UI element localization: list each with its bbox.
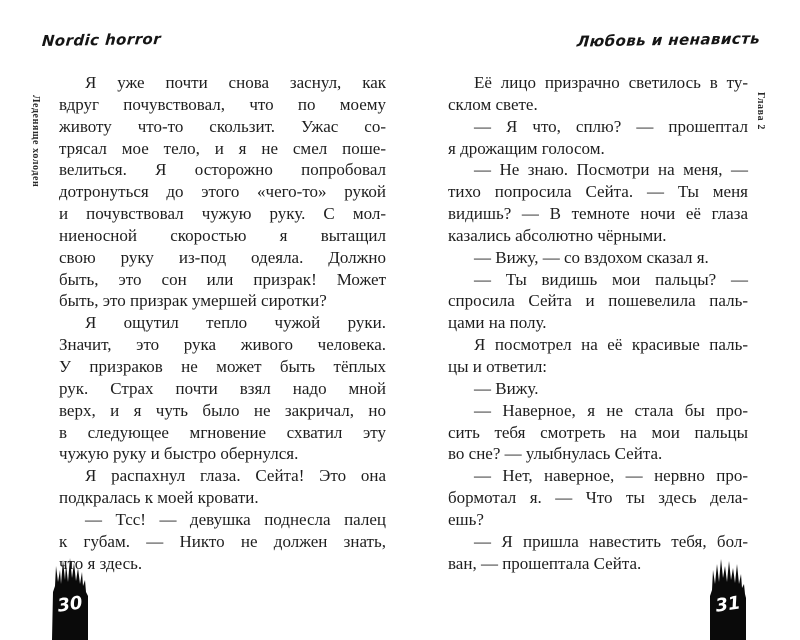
right-page-body-text [448, 72, 748, 574]
chapter-margin-text: Глава 2 [755, 92, 766, 130]
text-line: тихо попросила Сейта. — Ты меня [448, 182, 748, 202]
text-line: Я посмотрел на её красивые паль- [474, 335, 748, 355]
text-line: что я здесь. [59, 553, 143, 573]
text-line: склом свете. [448, 94, 538, 114]
text-line: в следующее мгновение схватил эту [59, 422, 386, 442]
text-line: — Нет, наверное, — нервно про- [474, 466, 748, 486]
ink-brush-stroke-left [51, 558, 89, 640]
text-line: ниеносной скоростью я вытащил [59, 225, 386, 245]
text-line: рук. Страх почти взял надо мной [59, 378, 386, 398]
text-line: животу что-то скользит. Ужас со- [59, 116, 386, 136]
text-line: подкралась к моей кровати. [59, 488, 259, 508]
text-line: трясал мое тело, и я не смел поше- [59, 138, 386, 158]
text-line: — Наверное, я не стала бы про- [474, 400, 748, 420]
series-running-head: Nordic horror [41, 29, 162, 51]
text-line: Я уже почти снова заснул, как [85, 73, 386, 92]
left-page-body-text [59, 72, 386, 574]
text-line: — Вижу, — со вздохом сказал я. [474, 247, 709, 267]
text-line: быть, это призрак умершей сиротки? [59, 291, 327, 311]
text-line: — Не знаю. Посмотри на меня, — [474, 160, 748, 180]
book-title-margin-text: Леденяще холоден [30, 95, 41, 188]
text-line: ван, — прошептала Сейта. [448, 553, 642, 573]
text-line: верх, и я чуть было не закричал, но [59, 400, 386, 420]
text-line: видишь? — В темноте ночи её глаза [448, 204, 748, 224]
text-line: — Я пришла навестить тебя, бол- [474, 531, 748, 551]
text-line: свою руку из-под одеяла. Должно [59, 247, 386, 267]
text-line: во сне? — улыбнулась Сейта. [448, 444, 663, 464]
text-line: цами на полу. [448, 313, 547, 333]
text-line: Я распахнул глаза. Сейта! Это она [85, 466, 386, 486]
text-line: дотронуться до этого «чего-то» рукой [59, 182, 386, 202]
text-line: Её лицо призрачно светилось в ту- [474, 73, 748, 92]
text-line: и почувствовал чужую руку. С мол- [59, 204, 386, 224]
text-line: я дрожащим голосом. [448, 138, 605, 158]
text-line: велиться. Я осторожно попробовал [59, 160, 386, 180]
text-line: У призраков не может быть тёплых [59, 356, 386, 376]
text-line: цы и ответил: [448, 356, 548, 376]
text-line: — Ты видишь мои пальцы? — [474, 269, 748, 289]
chapter-running-head: Любовь и ненависть [576, 29, 761, 51]
text-line: вдруг почувствовал, что по моему [59, 94, 386, 114]
text-line: чужую руку и быстро обернулся. [59, 444, 299, 464]
text-line: — Вижу. [474, 378, 539, 398]
page-number-right: 31 [714, 592, 742, 617]
text-line: к губам. — Никто не должен знать, [59, 531, 386, 551]
text-line: ешь? [448, 509, 484, 529]
page-number-left: 30 [56, 592, 84, 617]
text-line: быть, это сон или призрак! Может [59, 269, 386, 289]
text-line: бормотал я. — Что ты здесь дела- [448, 488, 748, 508]
text-line: Я ощутил тепло чужой руки. [85, 313, 386, 333]
ink-brush-stroke-right [709, 558, 747, 640]
text-line: спросила Сейта и пошевелила паль- [448, 291, 748, 311]
text-line: сить тебя смотреть на мои пальцы [448, 422, 748, 442]
text-line: казались абсолютно чёрными. [448, 225, 667, 245]
text-line: Значит, это рука живого человека. [59, 335, 386, 355]
text-line: — Тсс! — девушка поднесла палец [85, 509, 386, 529]
text-line: — Я что, сплю? — прошептал [474, 116, 748, 136]
